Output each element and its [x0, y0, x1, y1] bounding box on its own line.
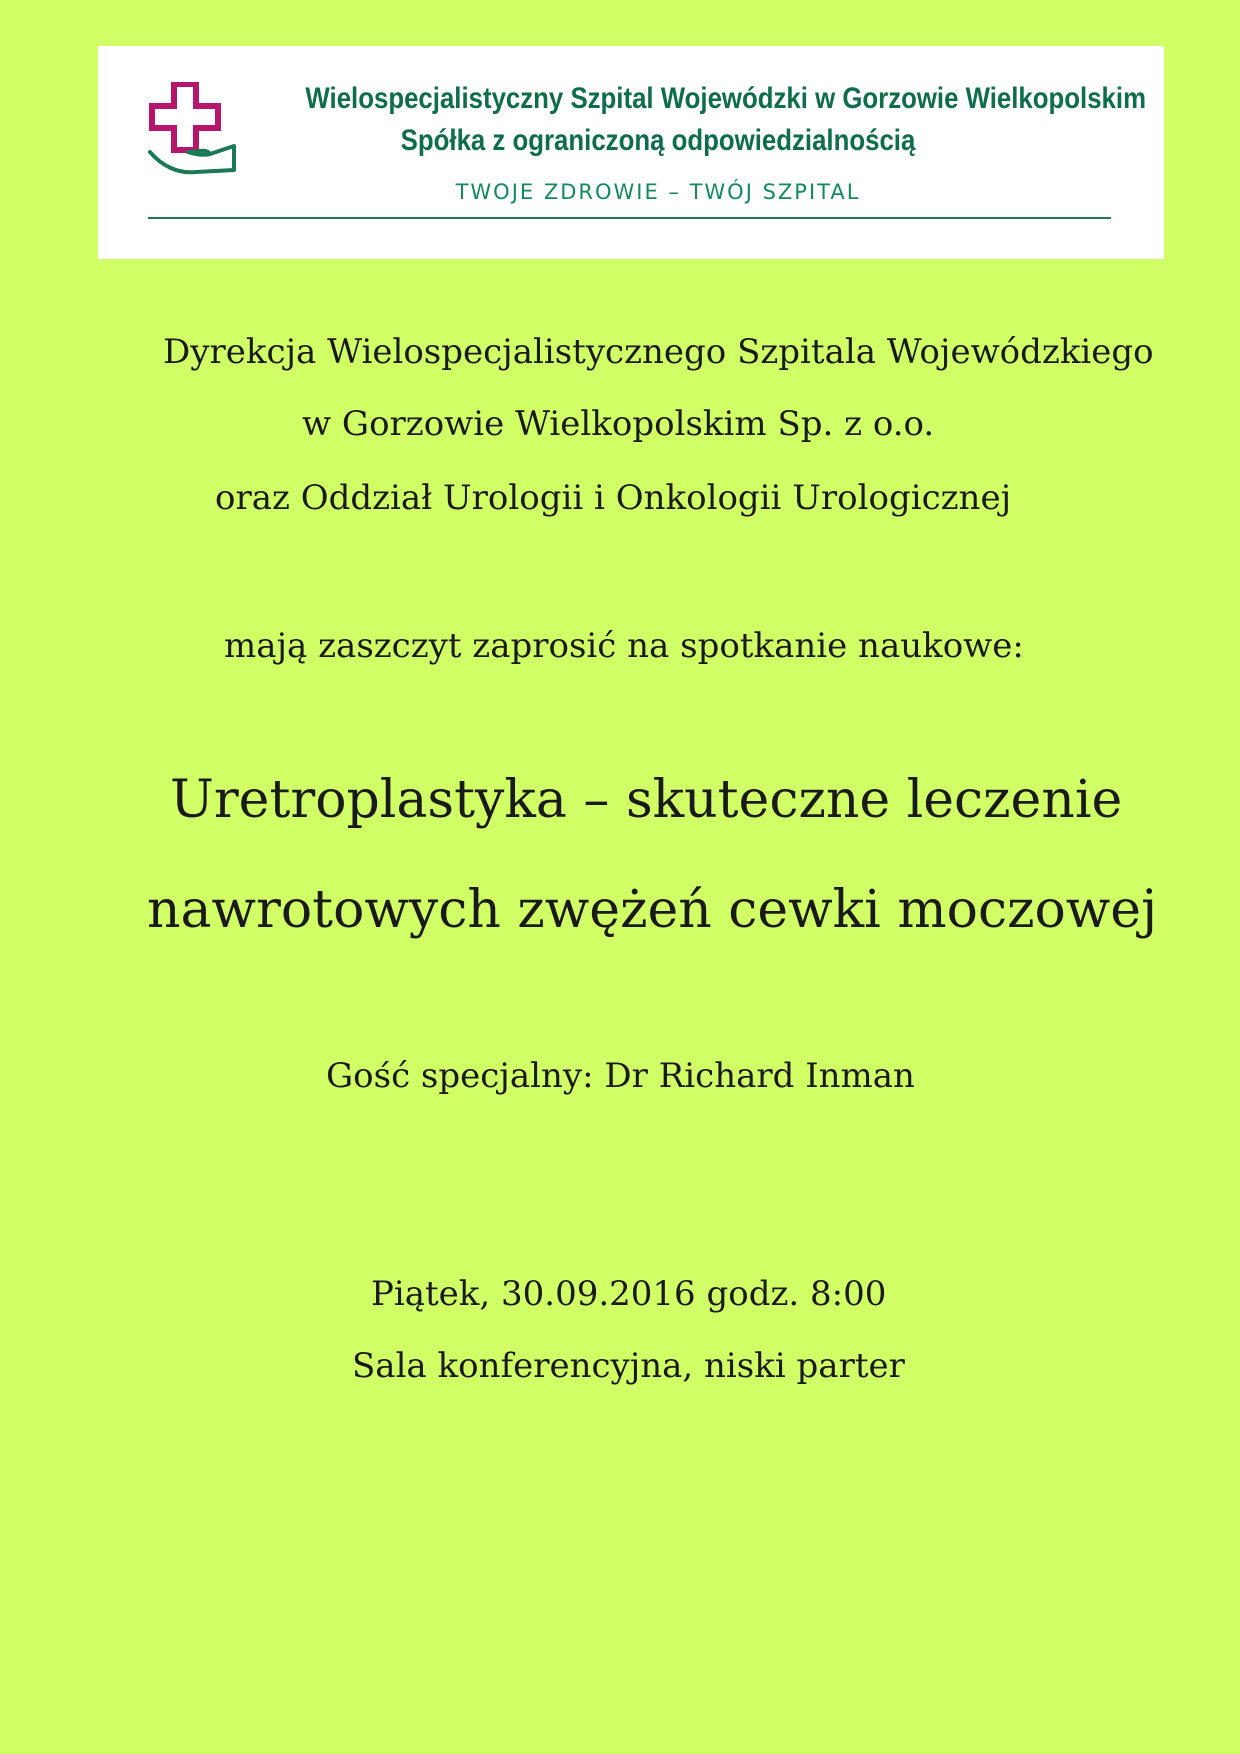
header-banner	[98, 46, 1164, 259]
organizer-line1: Dyrekcja Wielospecjalistycznego Szpitala Wojewódzkiego	[163, 332, 1154, 372]
event-location: Sala konferencyjna, niski parter	[352, 1346, 905, 1386]
event-title-line2: nawrotowych zwężeń cewki moczowej	[147, 880, 1158, 940]
organizer-line2: w Gorzowie Wielkopolskim Sp. z o.o.	[302, 404, 935, 444]
invitation-line: mają zaszczyt zaprosić na spotkanie naukowe:	[224, 626, 1024, 666]
header-divider	[148, 217, 1111, 219]
hospital-logo-icon	[148, 82, 238, 178]
organizer-line3: oraz Oddział Urologii i Onkologii Urologicznej	[215, 478, 1012, 518]
hospital-name-line2: Spółka z ograniczoną odpowiedzialnością	[400, 124, 916, 157]
event-datetime: Piątek, 30.09.2016 godz. 8:00	[371, 1274, 887, 1314]
special-guest: Gość specjalny: Dr Richard Inman	[326, 1056, 915, 1096]
event-title-line1: Uretroplastyka – skuteczne leczenie	[170, 770, 1123, 830]
hospital-name-line1: Wielospecjalistyczny Szpital Wojewódzki w Gorzowie Wielkopolskim	[305, 82, 1147, 115]
hospital-name	[305, 78, 1147, 162]
slogan: TWOJE ZDROWIE – TWÓJ SZPITAL	[455, 180, 861, 204]
